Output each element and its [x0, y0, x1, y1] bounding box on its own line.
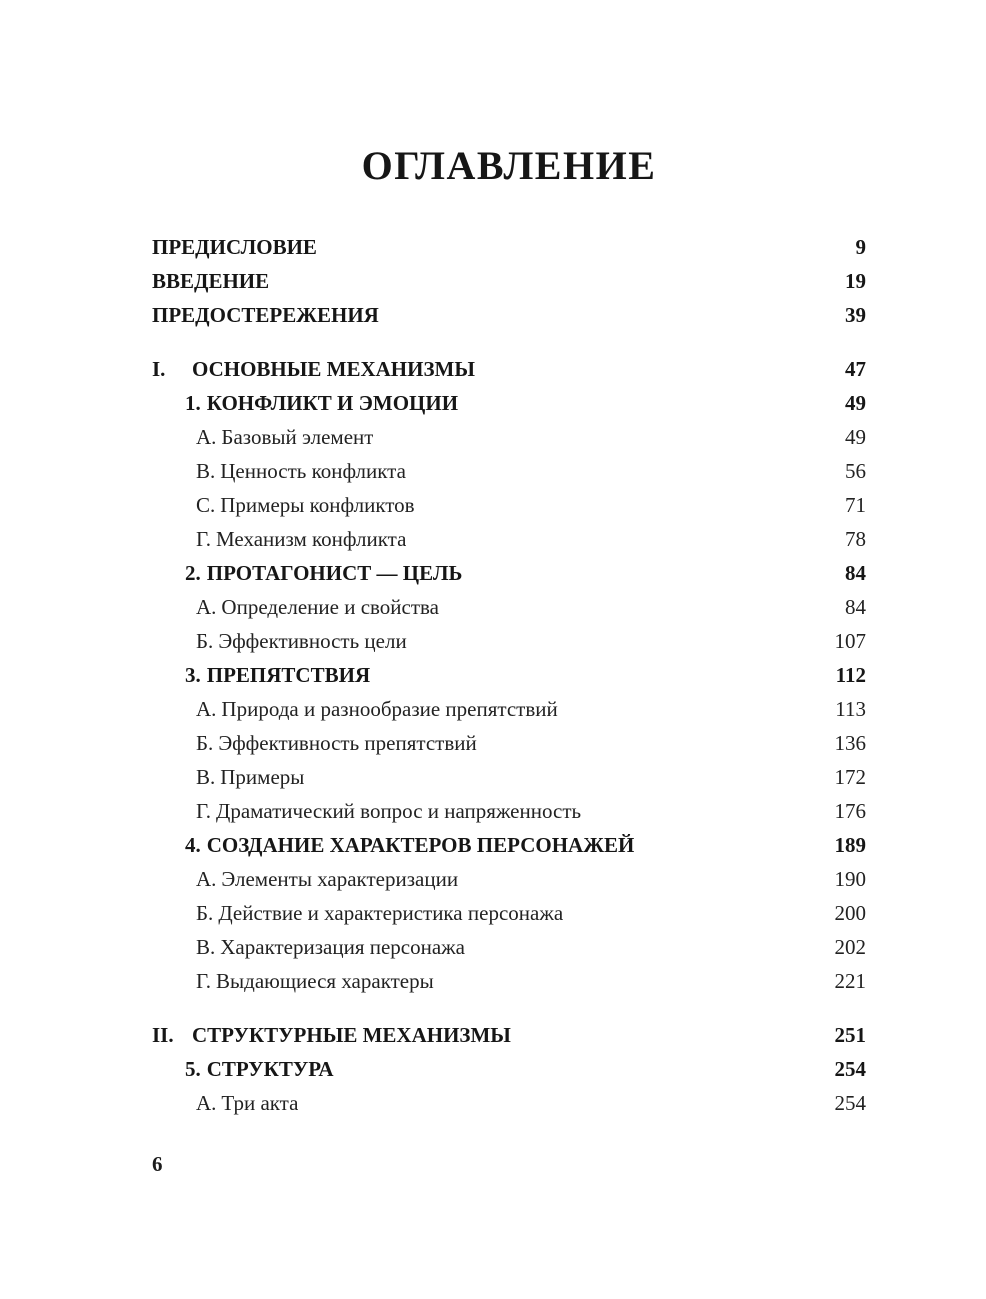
toc-list: [152, 230, 866, 1120]
toc-entry: [152, 298, 866, 332]
toc-entry-page: 49: [845, 425, 866, 449]
toc-entry-label: Примеры конфликтов: [220, 493, 415, 517]
toc-entry-label: КОНФЛИКТ И ЭМОЦИИ: [206, 391, 459, 415]
toc-entry-marker: В.: [196, 935, 216, 959]
toc-entry-label: СОЗДАНИЕ ХАРАКТЕРОВ ПЕРСОНАЖЕЙ: [206, 833, 635, 857]
toc-entry: [152, 1052, 866, 1086]
toc-entry-page: 47: [845, 357, 866, 381]
toc-entry-page: 221: [834, 969, 866, 993]
toc-entry-marker: Г.: [196, 799, 212, 823]
toc-entry-page: 136: [834, 731, 866, 755]
toc-entry: [152, 760, 866, 794]
toc-entry-marker: 1.: [185, 391, 201, 415]
toc-entry-label: Действие и характеристика персонажа: [218, 901, 564, 925]
toc-entry-page: 200: [834, 901, 866, 925]
toc-entry: [152, 828, 866, 862]
toc-entry-label: ОСНОВНЫЕ МЕХАНИЗМЫ: [192, 357, 475, 381]
toc-entry-label: Примеры: [220, 765, 305, 789]
toc-entry-page: 107: [834, 629, 866, 653]
toc-entry-marker: А.: [196, 867, 217, 891]
toc-entry-marker: В.: [196, 459, 216, 483]
toc-entry-marker: Б.: [196, 629, 214, 653]
toc-entry-marker: А.: [196, 595, 217, 619]
toc-entry-page: 251: [834, 1023, 866, 1047]
toc-entry-page: 189: [834, 833, 866, 857]
toc-entry-marker: А.: [196, 1091, 217, 1115]
toc-entry-marker: 5.: [185, 1057, 201, 1081]
toc-entry-page: 190: [834, 867, 866, 891]
toc-entry-page: 84: [845, 561, 866, 585]
toc-entry-label: СТРУКТУРНЫЕ МЕХАНИЗМЫ: [192, 1023, 511, 1047]
toc-entry-page: 202: [834, 935, 866, 959]
page-number-folio: 6: [152, 1152, 163, 1176]
toc-entry: [152, 794, 866, 828]
toc-entry: [152, 556, 866, 590]
toc-entry: [152, 230, 866, 264]
toc-entry: [152, 862, 866, 896]
toc-entry: [152, 454, 866, 488]
toc-entry-page: 113: [835, 697, 866, 721]
toc-entry-label: Базовый элемент: [221, 425, 374, 449]
toc-entry-label: СТРУКТУРА: [206, 1057, 334, 1081]
toc-entry-label: Эффективность препятствий: [218, 731, 477, 755]
page-title: ОГЛАВЛЕНИЕ: [361, 143, 657, 188]
toc-entry-marker: I.: [152, 357, 166, 381]
toc-entry-marker: 3.: [185, 663, 201, 687]
toc-entry: [152, 692, 866, 726]
toc-entry: [152, 488, 866, 522]
toc-entry: [152, 590, 866, 624]
toc-entry-page: 176: [834, 799, 866, 823]
toc-entry-page: 39: [845, 303, 866, 327]
toc-entry: [152, 624, 866, 658]
toc-entry-marker: Г.: [196, 969, 212, 993]
toc-entry-label: ПРЕДОСТЕРЕЖЕНИЯ: [152, 303, 379, 327]
toc-entry-page: 254: [834, 1091, 866, 1115]
toc-entry: [152, 1018, 866, 1052]
toc-entry: [152, 522, 866, 556]
toc-entry-page: 71: [845, 493, 866, 517]
toc-entry-marker: А.: [196, 425, 217, 449]
toc-entry-page: 49: [845, 391, 866, 415]
toc-entry-page: 9: [855, 235, 866, 259]
toc-entry-page: 112: [835, 663, 866, 687]
toc-entry: [152, 386, 866, 420]
toc-entry-page: 84: [845, 595, 866, 619]
toc-entry-label: Три акта: [221, 1091, 299, 1115]
toc-entry-label: Эффективность цели: [218, 629, 407, 653]
toc-entry-marker: В.: [196, 765, 216, 789]
toc-entry-marker: Б.: [196, 901, 214, 925]
toc-entry: [152, 658, 866, 692]
toc-entry-marker: 4.: [185, 833, 201, 857]
toc-entry-marker: II.: [152, 1023, 174, 1047]
toc-entry-label: ВВЕДЕНИЕ: [152, 269, 270, 293]
toc-entry-marker: С.: [196, 493, 216, 517]
page-content: [152, 0, 866, 1120]
toc-entry-label: Ценность конфликта: [220, 459, 406, 483]
toc-entry-marker: А.: [196, 697, 217, 721]
toc-entry-marker: Б.: [196, 731, 214, 755]
toc-entry-page: 56: [845, 459, 866, 483]
toc-entry: [152, 1086, 866, 1120]
toc-entry-label: Механизм конфликта: [216, 527, 407, 551]
toc-entry-marker: Г.: [196, 527, 212, 551]
toc-entry: [152, 930, 866, 964]
toc-entry: [152, 726, 866, 760]
toc-entry-label: Природа и разнообразие препятствий: [221, 697, 558, 721]
toc-entry-page: 78: [845, 527, 866, 551]
toc-entry: [152, 264, 866, 298]
toc-entry: [152, 352, 866, 386]
toc-entry-label: ПРЕДИСЛОВИЕ: [152, 235, 317, 259]
toc-entry: [152, 420, 866, 454]
toc-entry-label: Определение и свойства: [221, 595, 439, 619]
toc-entry: [152, 896, 866, 930]
toc-entry-label: ПРОТАГОНИСТ — ЦЕЛЬ: [206, 561, 463, 585]
toc-entry-label: Элементы характеризации: [221, 867, 459, 891]
toc-entry-page: 254: [834, 1057, 866, 1081]
toc-entry-label: Выдающиеся характеры: [216, 969, 434, 993]
toc-entry-label: Драматический вопрос и напряженность: [216, 799, 582, 823]
toc-entry-page: 172: [834, 765, 866, 789]
toc-entry: [152, 964, 866, 998]
toc-entry-label: Характеризация персонажа: [220, 935, 466, 959]
toc-entry-page: 19: [845, 269, 866, 293]
toc-entry-label: ПРЕПЯТСТВИЯ: [206, 663, 371, 687]
toc-entry-marker: 2.: [185, 561, 201, 585]
